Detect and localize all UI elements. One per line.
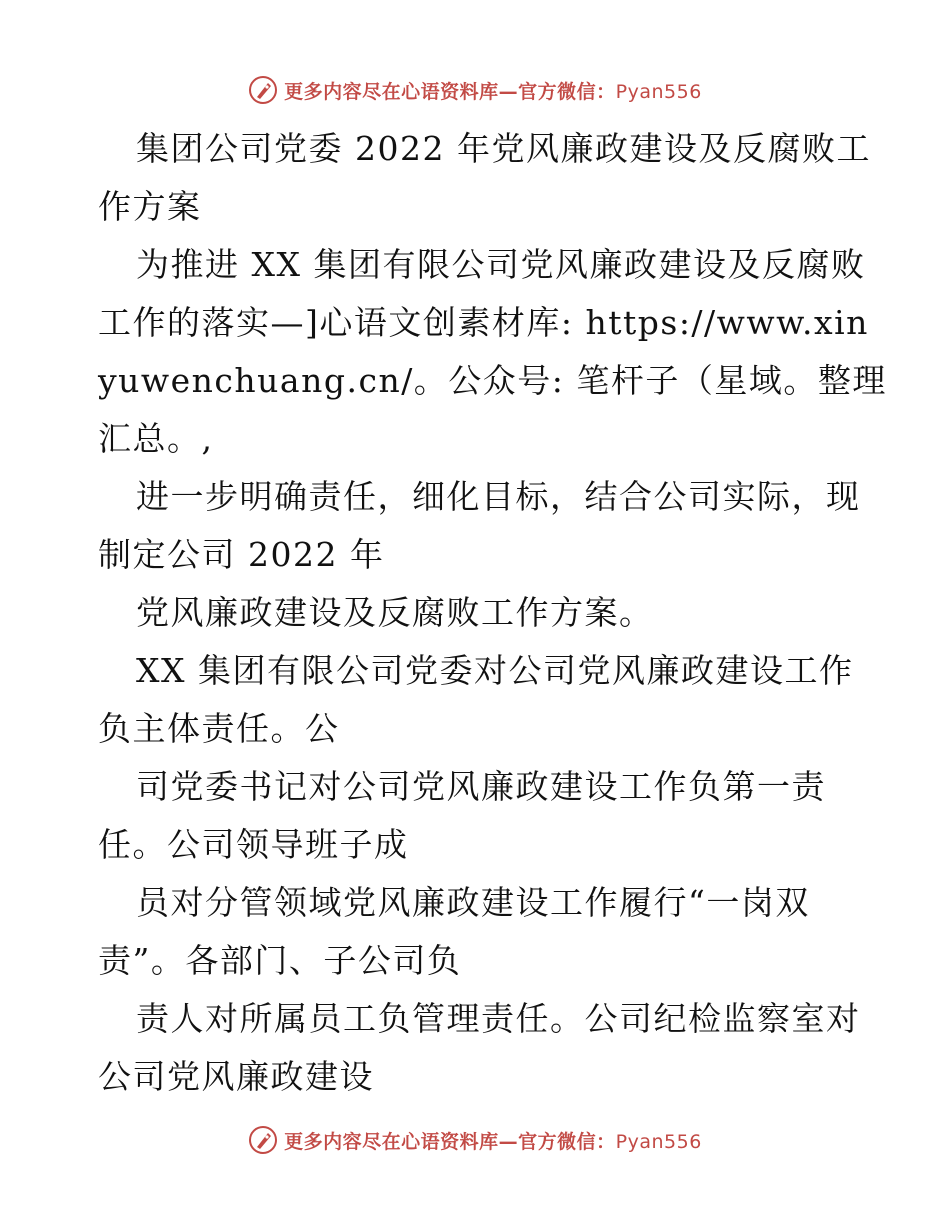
doc-line: 制定公司 2022 年 <box>98 535 385 574</box>
pen-nib-logo-icon <box>248 75 278 105</box>
doc-line: XX 集团有限公司党委对公司党风廉政建设工作 <box>136 651 854 690</box>
doc-line: 作方案 <box>98 187 202 226</box>
doc-line: 进一步明确责任，细化目标，结合公司实际，现 <box>136 477 861 516</box>
doc-line: 汇总。, <box>98 419 214 458</box>
doc-line: 党风廉政建设及反腐败工作方案。 <box>136 593 654 632</box>
footer-banner <box>0 1120 950 1160</box>
doc-line: yuwenchuang.cn/。公众号: 笔杆子（星域。整理 <box>98 361 887 400</box>
doc-line: 负主体责任。公 <box>98 709 340 748</box>
doc-line: 责”。各部门、子公司负 <box>98 941 462 980</box>
footer-banner-text: 更多内容尽在心语资料库—官方微信：Pyan556 <box>284 1130 702 1153</box>
doc-line: 员对分管领域党风廉政建设工作履行“一岗双 <box>136 883 810 922</box>
header-banner <box>0 70 950 110</box>
doc-line: 任。公司领导班子成 <box>98 825 409 864</box>
doc-line: 责人对所属员工负管理责任。公司纪检监察室对 <box>136 999 861 1038</box>
doc-line: 集团公司党委 2022 年党风廉政建设及反腐败工 <box>136 129 871 168</box>
doc-line: 司党委书记对公司党风廉政建设工作负第一责 <box>136 767 826 806</box>
doc-line: 公司党风廉政建设 <box>98 1057 374 1096</box>
pen-nib-logo-icon <box>248 1125 278 1155</box>
document-body <box>98 120 887 1106</box>
header-banner-text: 更多内容尽在心语资料库—官方微信：Pyan556 <box>284 80 702 103</box>
doc-line: 工作的落实—]心语文创素材库: https://www.xin <box>98 303 869 342</box>
doc-line: 为推进 XX 集团有限公司党风廉政建设及反腐败 <box>136 245 866 284</box>
